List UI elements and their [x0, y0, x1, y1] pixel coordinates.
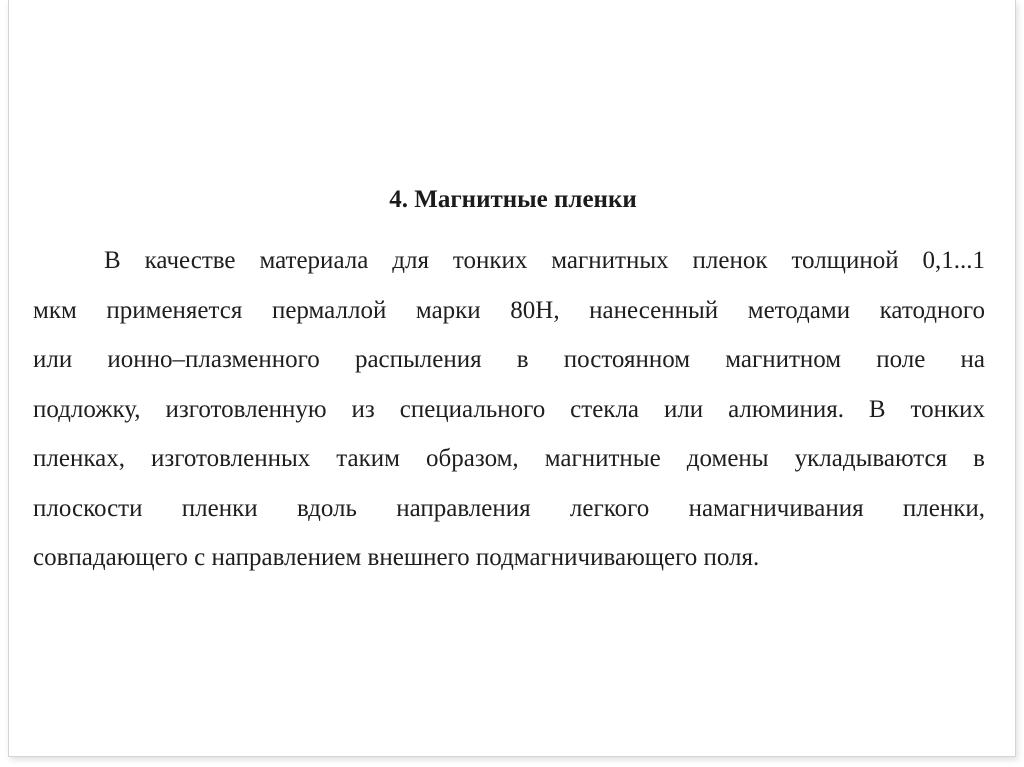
- paragraph-line: мкм применяется пермаллой марки 80Н, нанесенный методами катодного: [33, 296, 985, 324]
- section-heading: 4. Магнитные пленки: [389, 186, 637, 213]
- paragraph-line: В качестве материала для тонких магнитных пленок толщиной 0,1...1: [104, 247, 985, 274]
- paragraph-line: совпадающего с направлением внешнего подмагничивающего поля.: [33, 544, 760, 571]
- document-page: [8, 0, 1016, 757]
- paragraph-line: или ионно–плазменного распыления в постоянном магнитном поле на: [33, 346, 985, 373]
- paragraph-line: подложку, изготовленную из специального стекла или алюминия. В тонких: [33, 395, 985, 423]
- paragraph-line: пленках, изготовленных таким образом, магнитные домены укладываются в: [33, 445, 985, 472]
- paragraph-line: плоскости пленки вдоль направления легкого намагничивания пленки,: [33, 494, 985, 522]
- body-paragraph: [33, 236, 985, 583]
